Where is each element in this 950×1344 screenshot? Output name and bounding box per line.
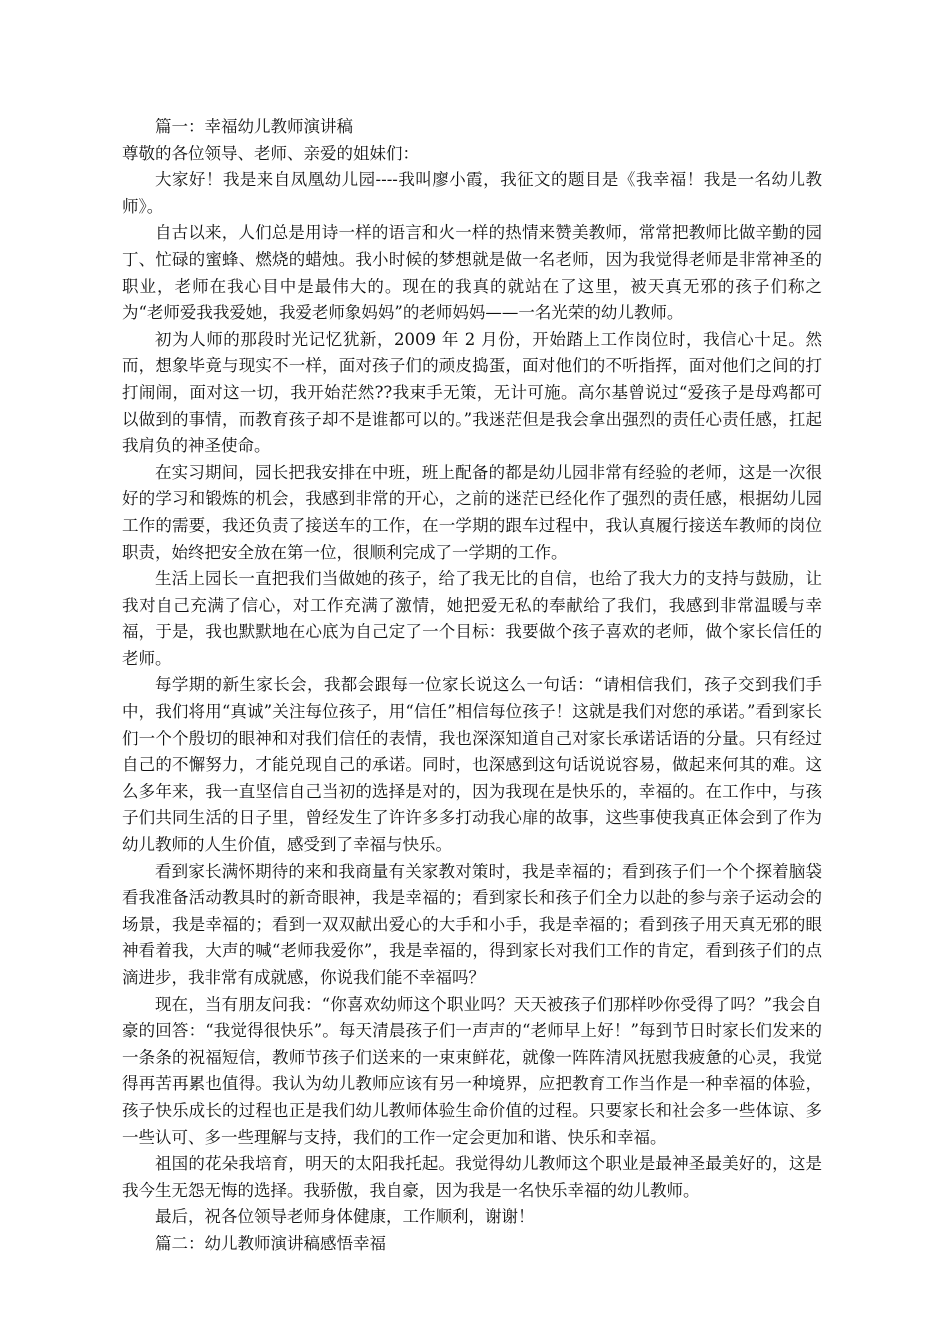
paragraph-principal-support: 生活上园长一直把我们当做她的孩子，给了我无比的自信，也给了我大力的支持与鼓励，让我对自己充满了信心，对工作充满了激情，她把爱无私的奉献给了我们，我感到非常温暖与幸福，于是，我也默默地在心底为自己定了一个目标：我要做个孩子喜欢的老师，做个家长信任的老师。 <box>122 569 822 668</box>
section-heading-2: 篇二：幼儿教师演讲稿感悟幸福 <box>155 1233 386 1253</box>
paragraph-parent-meeting: 每学期的新生家长会，我都会跟每一位家长说这么一句话：“请相信我们，孩子交到我们手中，我们将用“真诚”关注每位孩子，用“信任”相信每位孩子！这就是我们对您的承诺。”看到家长们一个个殷切的眼神和对我们信任的表情，我也深深知道自己对家长承诺话语的分量。只有经过自己的不懈努力，才能兑现自己的承诺。同时，也深感到这句话说说容易，做起来何其的难。这么多年来，我一直坚信自己当初的选择是对的，因为我现在是快乐的，幸福的。在工作中，与孩子们共同生活的日子里，曾经发生了许许多多打动我心扉的故事，这些事使我真正体会到了作为幼儿教师的人生价值，感受到了幸福与快乐。 <box>122 675 822 855</box>
paragraph-friends-ask: 现在，当有朋友问我：“你喜欢幼师这个职业吗？天天被孩子们那样吵你受得了吗？”我会自豪的回答：“我觉得很快乐”。每天清晨孩子们一声声的“老师早上好！”每到节日时家长们发来的一条条的祝福短信，教师节孩子们送来的一束束鲜花，就像一阵阵清风抚慰我疲惫的心灵，我觉得再苦再累也值得。我认为幼儿教师应该有另一种境界，应把教育工作当作是一种幸福的体验，孩子快乐成长的过程也正是我们幼儿教师体验生命价值的过程。只要家长和社会多一些体谅、多一些认可、多一些理解与支持，我们的工作一定会更加和谐、快乐和幸福。 <box>122 994 822 1147</box>
paragraph-closing: 最后，祝各位领导老师身体健康，工作顺利，谢谢！ <box>155 1207 535 1227</box>
paragraph-flowers: 祖国的花朵我培育，明天的太阳我托起。我觉得幼儿教师这个职业是最神圣最美好的，这是我今生无怨无悔的选择。我骄傲，我自豪，因为我是一名快乐幸福的幼儿教师。 <box>122 1154 822 1200</box>
paragraph-happiness: 看到家长满怀期待的来和我商量有关家教对策时，我是幸福的；看到孩子们一个个探着脑袋看我准备活动教具时的新奇眼神，我是幸福的；看到家长和孩子们全力以赴的参与亲子运动会的场景，我是幸福的；看到一双双献出爱心的大手和小手，我是幸福的；看到孩子用天真无邪的眼神看着我，大声的喊“老师我爱你”，我是幸福的，得到家长对我们工作的肯定，看到孩子们的点滴进步，我非常有成就感，你说我们能不幸福吗？ <box>122 861 822 987</box>
paragraph-greeting: 大家好！我是来自凤凰幼儿园----我叫廖小霞，我征文的题目是《我幸福！我是一名幼儿教师》。 <box>122 170 822 216</box>
paragraph-internship: 在实习期间，园长把我安排在中班，班上配备的都是幼儿园非常有经验的老师，这是一次很好的学习和锻炼的机会，我感到非常的开心，之前的迷茫已经化作了强烈的责任感，根据幼儿园工作的需要，我还负责了接送车的工作，在一学期的跟车过程中，我认真履行接送车教师的岗位职责，始终把安全放在第一位，很顺利完成了一学期的工作。 <box>122 462 822 562</box>
paragraph-first-job: 初为人师的那段时光记忆犹新，2009 年 2 月份，开始踏上工作岗位时，我信心十足。然而，想象毕竟与现实不一样，面对孩子们的顽皮捣蛋，面对他们的不听指挥，面对他们之间的打打闹闹，面对这一切，我开始茫然??我束手无策，无计可施。高尔基曾说过“爱孩子是母鸡都可以做到的事情，而教育孩子却不是谁都可以的。”我迷茫但是我会拿出强烈的责任心责任感，扛起我肩负的神圣使命。 <box>122 329 822 456</box>
salutation: 尊敬的各位领导、老师、亲爱的姐妹们： <box>122 143 419 163</box>
paragraph-praise-teachers: 自古以来，人们总是用诗一样的语言和火一样的热情来赞美教师，常常把教师比做辛勤的园丁、忙碌的蜜蜂、燃烧的蜡烛。我小时候的梦想就是做一名老师，因为我觉得老师是非常神圣的职业，老师在我心目中是最伟大的。现在的我真的就站在了这里，被天真无邪的孩子们称之为“老师爱我我爱她，我爱老师象妈妈”的老师妈妈——一名光荣的幼儿教师。 <box>122 223 822 323</box>
section-heading-1: 篇一：幸福幼儿教师演讲稿 <box>155 117 353 136</box>
document-page <box>122 114 822 1258</box>
